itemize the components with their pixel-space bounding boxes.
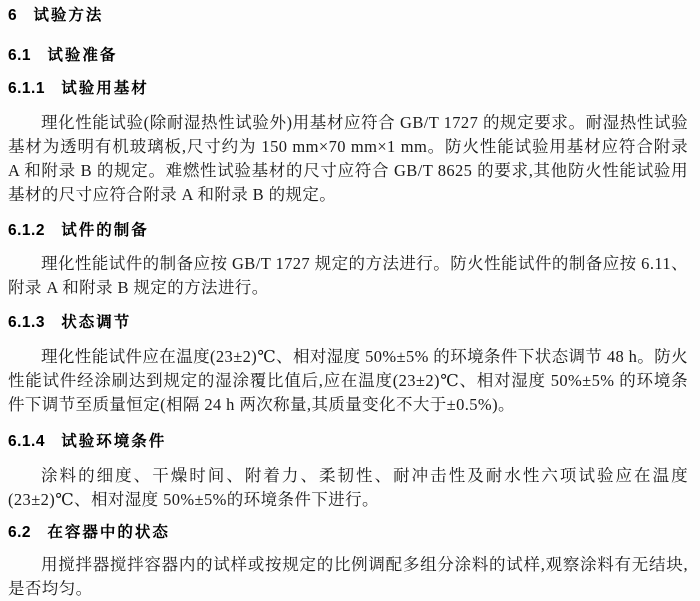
- section-title: 状态调节: [61, 314, 132, 331]
- section-number: 6: [8, 7, 18, 24]
- section-title: 在容器中的状态: [47, 524, 170, 541]
- section-number: 6.1.1: [8, 80, 45, 97]
- paragraph-test-environment: 涂料的细度、干燥时间、附着力、柔韧性、耐冲击性及耐水性六项试验应在温度(23±2)℃、相对湿度 50%±5%的环境条件下进行。: [8, 466, 688, 509]
- section-heading-6-1-1: [8, 79, 688, 99]
- paragraph-specimen-preparation: 理化性能试件的制备应按 GB/T 1727 规定的方法进行。防火性能试件的制备应按 6.11、附录 A 和附录 B 规定的方法进行。: [8, 254, 688, 297]
- section-number: 6.1.4: [8, 433, 45, 450]
- section-title: 试验准备: [47, 47, 118, 64]
- paragraph-conditioning: 理化性能试件应在温度(23±2)℃、相对湿度 50%±5% 的环境条件下状态调节 48 h。防火性能试件经涂刷达到规定的湿涂覆比值后,应在温度(23±2)℃、相对湿度 50%±5% 的环境条件下调节至质量恒定(相隔 24 h 两次称量,其质量变化不大于±0.5%)。: [8, 347, 688, 414]
- section-title: 试件的制备: [61, 222, 149, 239]
- paragraph-condition-in-container: 用搅拌器搅拌容器内的试样或按规定的比例调配多组分涂料的试样,观察涂料有无结块,是否均匀。: [8, 555, 688, 598]
- section-heading-6-1-4: [8, 432, 688, 452]
- section-heading-6: [8, 6, 688, 26]
- section-number: 6.2: [8, 524, 32, 541]
- section-heading-6-1-3: [8, 313, 688, 333]
- section-number: 6.1: [8, 47, 32, 64]
- section-number: 6.1.3: [8, 314, 45, 331]
- paragraph-substrate: 理化性能试验(除耐湿热性试验外)用基材应符合 GB/T 1727 的规定要求。耐湿热性试验基材为透明有机玻璃板,尺寸约为 150 mm×70 mm×1 mm。防火性能试验用基材应符合附录 A 和附录 B 的规定。难燃性试验基材的尺寸应符合 GB/T 8625 的要求,其他防火性能试验用基材的尺寸应符合附录 A 和附录 B 的规定。: [8, 113, 688, 204]
- section-title: 试验环境条件: [61, 433, 167, 450]
- section-heading-6-2: [8, 523, 688, 543]
- section-heading-6-1: [8, 46, 688, 66]
- section-title: 试验用基材: [61, 80, 149, 97]
- section-number: 6.1.2: [8, 222, 45, 239]
- section-title: 试验方法: [33, 7, 104, 24]
- section-heading-6-1-2: [8, 221, 688, 241]
